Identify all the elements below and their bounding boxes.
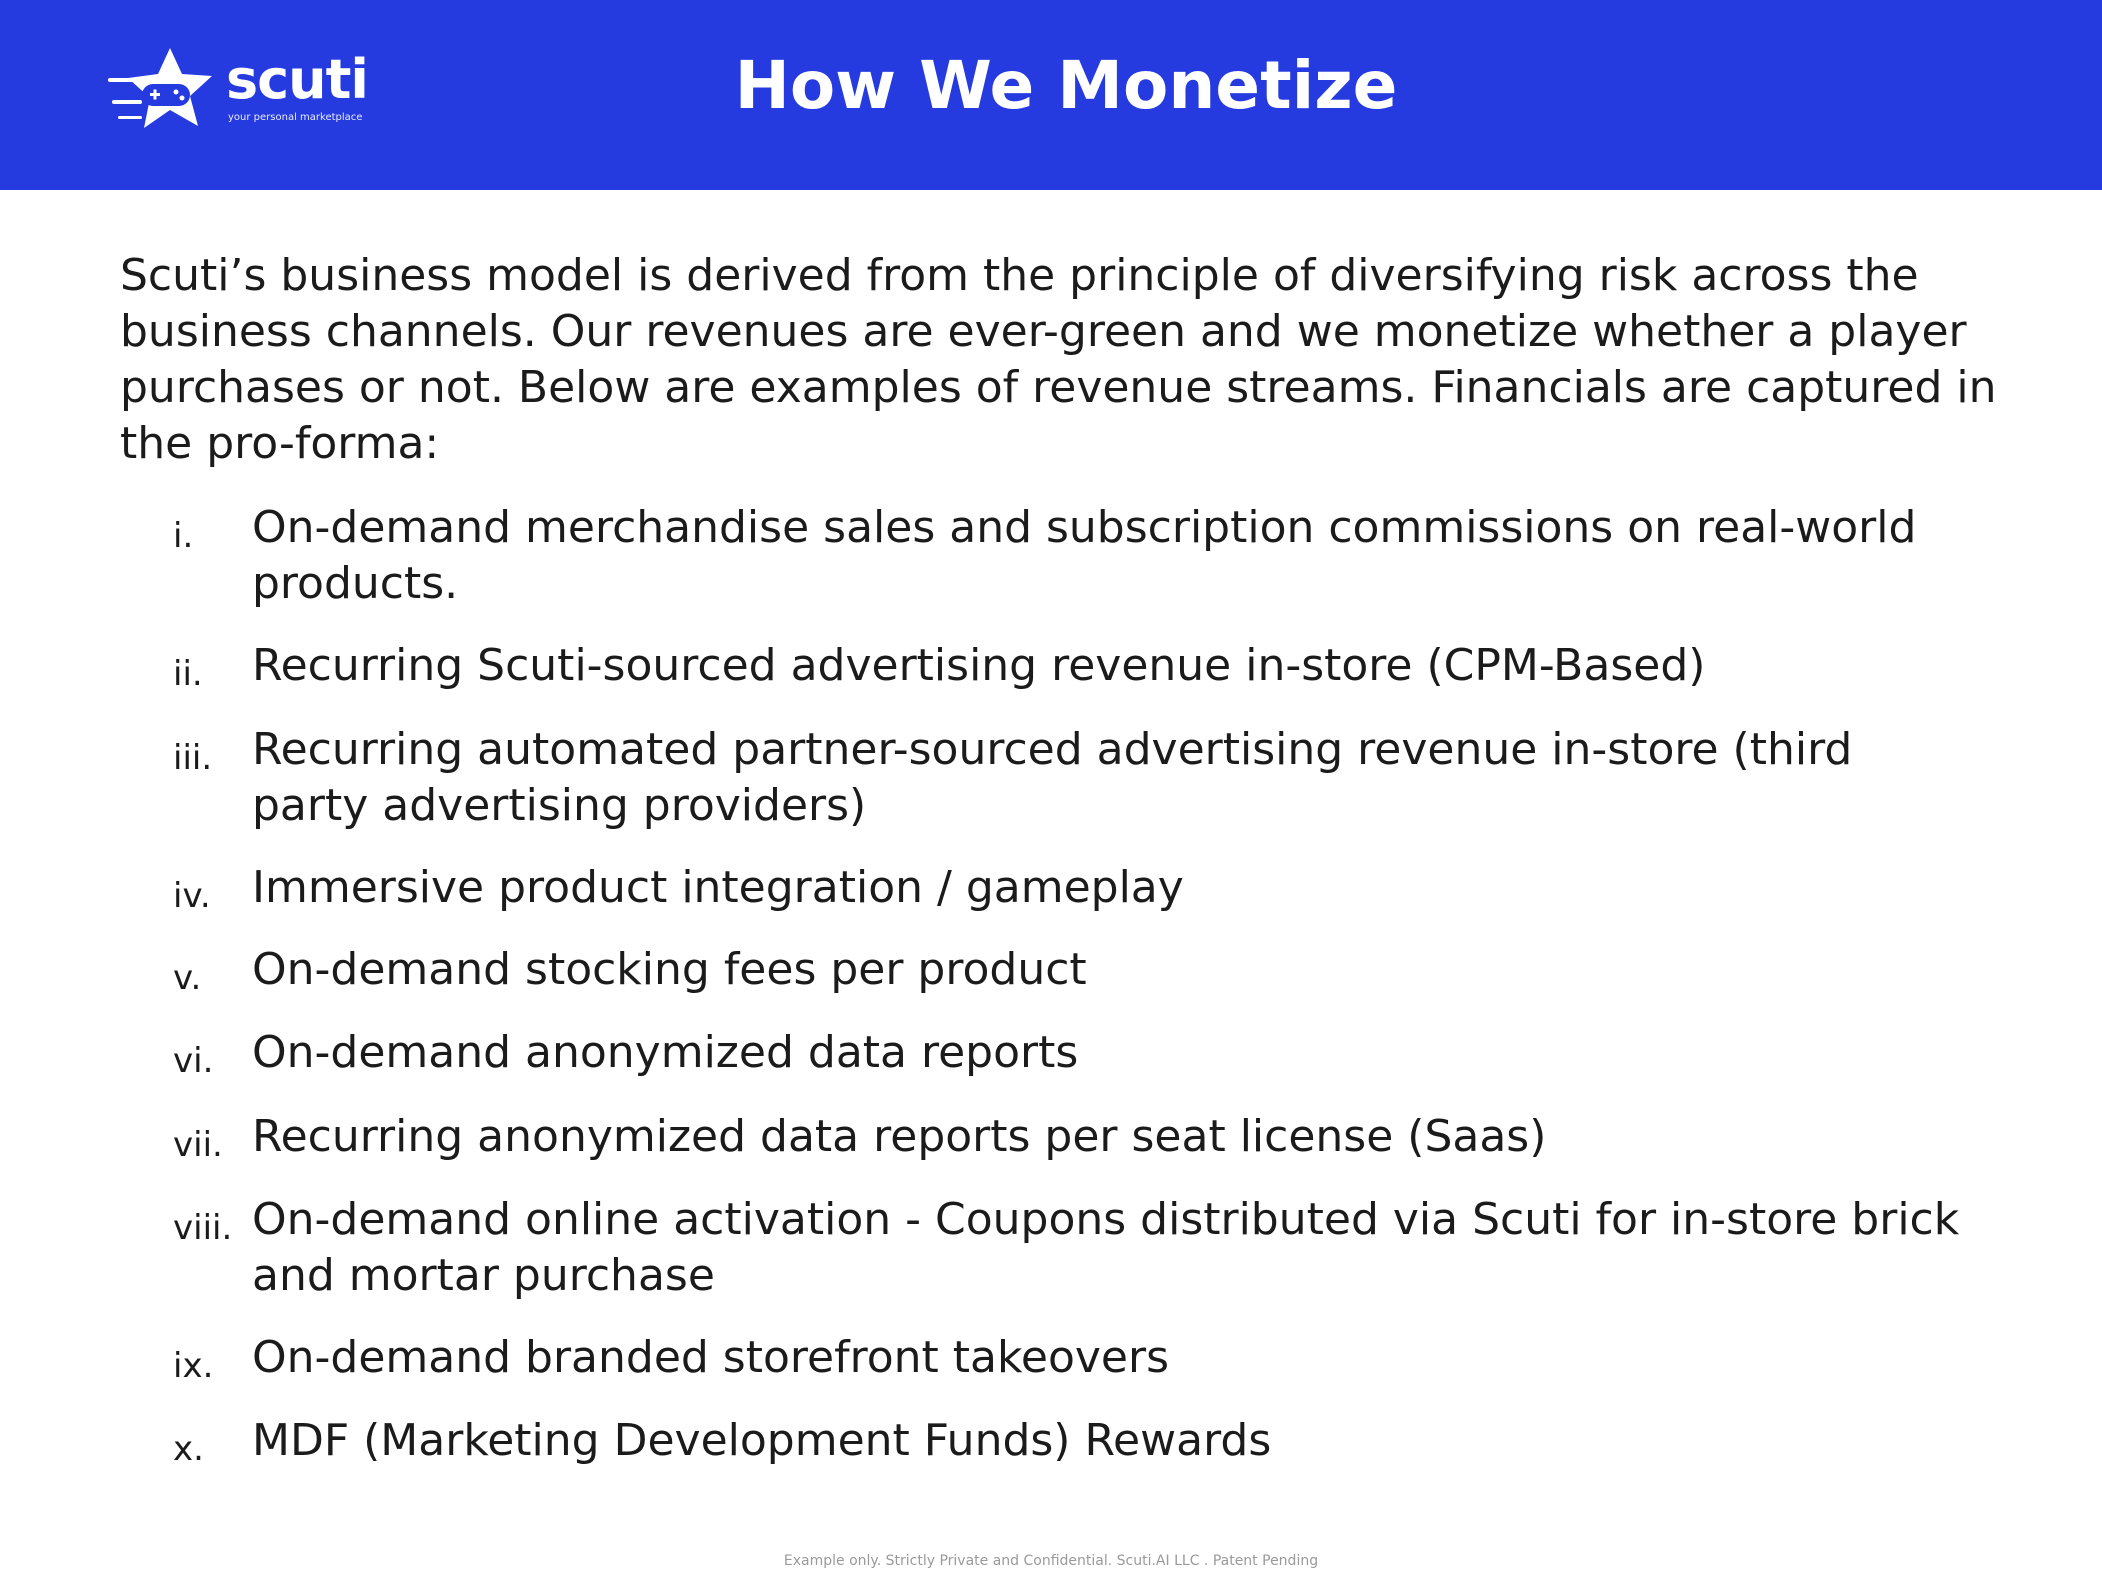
list-item-text: MDF (Marketing Development Funds) Rewards — [252, 1415, 1272, 1466]
list-item-text: Recurring Scuti-sourced advertising revenue in-store (CPM-Based) — [252, 640, 1706, 691]
logo-tagline: your personal marketplace — [228, 112, 363, 123]
slide-title: How We Monetize — [734, 47, 1398, 124]
list-item-text: Recurring automated partner-sourced advertising revenue in-store (third party advertising providers) — [252, 724, 1853, 831]
list-item-text: Recurring anonymized data reports per seat license (Saas) — [252, 1111, 1547, 1162]
list-item-text: Immersive product integration / gameplay — [252, 862, 1184, 913]
list-numeral: x. — [173, 1429, 204, 1469]
list-numeral: iv. — [173, 876, 211, 916]
list-item-text: On-demand merchandise sales and subscription commissions on real-world products. — [252, 502, 1917, 609]
list-item-text: On-demand branded storefront takeovers — [252, 1332, 1169, 1383]
list-numeral: vi. — [173, 1041, 214, 1081]
list-item-text: On-demand stocking fees per product — [252, 944, 1087, 995]
list-item-text: On-demand online activation - Coupons distributed via Scuti for in-store brick and mortar purchase — [252, 1194, 1960, 1301]
intro-paragraph: Scuti’s business model is derived from the principle of diversifying risk across the business channels. Our revenues are ever-green and we monetize whether a player purchases or not. Below are examples of revenue streams. Financials are captured in the pro-forma: — [120, 250, 1997, 469]
list-numeral: ix. — [173, 1346, 214, 1386]
logo-wordmark: scuti — [226, 48, 368, 111]
list-numeral: i. — [173, 516, 194, 556]
list-numeral: ii. — [173, 654, 203, 694]
list-numeral: v. — [173, 958, 202, 998]
list-numeral: iii. — [173, 738, 213, 778]
list-numeral: vii. — [173, 1125, 223, 1165]
confidentiality-footer: Example only. Strictly Private and Confidential. Scuti.AI LLC . Patent Pending — [783, 1553, 1319, 1569]
list-item-text: On-demand anonymized data reports — [252, 1027, 1079, 1078]
header-bar — [0, 0, 2102, 190]
list-numeral: viii. — [173, 1208, 233, 1248]
